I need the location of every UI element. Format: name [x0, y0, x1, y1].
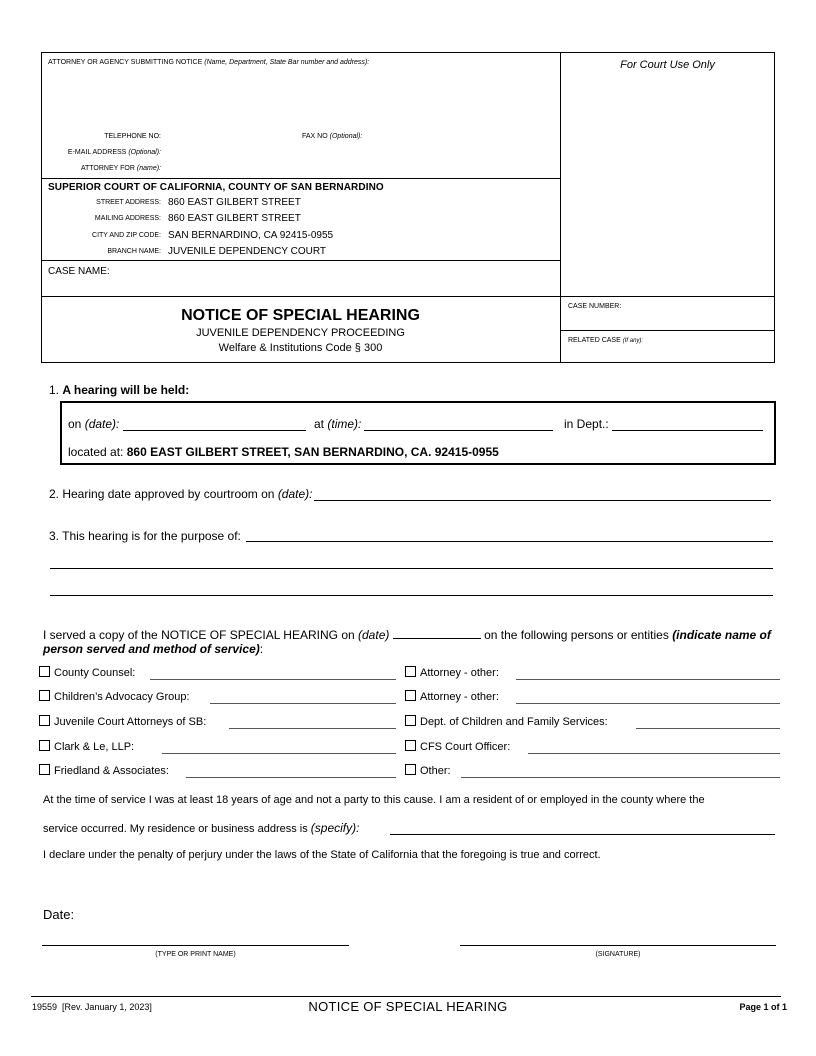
caption-divider — [560, 52, 561, 363]
checkbox[interactable] — [405, 690, 416, 701]
attorney-other-1-field[interactable] — [516, 679, 780, 680]
related-case-label: RELATED CASE (If any): — [568, 337, 644, 344]
address-field[interactable] — [390, 834, 775, 835]
attorney-label: ATTORNEY OR AGENCY SUBMITTING NOTICE (Name, Department, State Bar number and address): — [48, 59, 370, 66]
checkbox[interactable] — [39, 764, 50, 775]
form-subtitle: JUVENILE DEPENDENCY PROCEEDING — [196, 327, 405, 339]
served-county-counsel[interactable]: County Counsel: — [39, 666, 135, 679]
item1-heading: 1. A hearing will be held: — [49, 383, 190, 397]
purpose-field-3[interactable] — [50, 595, 773, 596]
childrens-advocacy-field[interactable] — [210, 703, 396, 704]
checkbox[interactable] — [39, 666, 50, 677]
street-value: 860 EAST GILBERT STREET — [168, 197, 301, 208]
served-other[interactable]: Other: — [405, 764, 451, 777]
hearing-dept-field[interactable] — [612, 430, 763, 431]
friedland-field[interactable] — [186, 777, 396, 778]
service-statement-1: I served a copy of the NOTICE OF SPECIAL HEARING on (date) on the following persons or entities (indicate name of — [43, 628, 771, 642]
fax-label: FAX NO (Optional): — [302, 133, 363, 140]
perjury-statement: I declare under the penalty of perjury under the laws of the State of California that the foregoing is true and correct. — [43, 849, 601, 861]
branch-value: JUVENILE DEPENDENCY COURT — [168, 246, 326, 257]
juvenile-attorneys-field[interactable] — [229, 728, 396, 729]
served-childrens-advocacy[interactable]: Children’s Advocacy Group: — [39, 690, 190, 703]
case-number-label: CASE NUMBER: — [568, 303, 622, 310]
case-name-label: CASE NAME: — [48, 266, 110, 277]
signature-field[interactable] — [460, 945, 776, 946]
other-field[interactable] — [461, 777, 780, 778]
served-cfs-court-officer[interactable]: CFS Court Officer: — [405, 740, 510, 753]
purpose-field-2[interactable] — [50, 568, 773, 569]
print-name-caption: (TYPE OR PRINT NAME) — [155, 951, 236, 958]
attorney-other-2-field[interactable] — [516, 703, 780, 704]
rule-casename — [41, 260, 560, 261]
date-label: on (date): — [68, 417, 120, 431]
rule-court — [41, 178, 560, 179]
city-label: CITY AND ZIP CODE: — [92, 232, 161, 239]
mailing-value: 860 EAST GILBERT STREET — [168, 213, 301, 224]
email-label: E-MAIL ADDRESS (Optional): — [67, 149, 161, 156]
time-label: at (time): — [314, 417, 362, 431]
court-use-label: For Court Use Only — [620, 59, 715, 71]
telephone-label: TELEPHONE NO: — [104, 133, 161, 140]
item3-label: 3. This hearing is for the purpose of: — [49, 529, 241, 543]
item2-label: 2. Hearing date approved by courtroom on (date): — [49, 487, 313, 501]
checkbox[interactable] — [405, 715, 416, 726]
court-name: SUPERIOR COURT OF CALIFORNIA, COUNTY OF SAN BERNARDINO — [48, 182, 384, 193]
county-counsel-field[interactable] — [150, 679, 396, 680]
city-value: SAN BERNARDINO, CA 92415-0955 — [168, 230, 334, 241]
dept-label: in Dept.: — [564, 417, 609, 431]
checkbox[interactable] — [405, 764, 416, 775]
served-dcfs[interactable]: Dept. of Children and Family Services: — [405, 715, 608, 728]
footer-rule — [31, 996, 781, 997]
checkbox[interactable] — [39, 690, 50, 701]
served-attorney-other-1[interactable]: Attorney - other: — [405, 666, 499, 679]
checkbox[interactable] — [405, 740, 416, 751]
served-clark-le[interactable]: Clark & Le, LLP: — [39, 740, 134, 753]
service-statement-2: person served and method of service): — [43, 642, 264, 656]
footer-page: Page 1 of 1 — [739, 1002, 787, 1012]
address-label: service occurred. My residence or business address is (specify): — [43, 821, 360, 835]
mailing-label: MAILING ADDRESS: — [94, 215, 161, 222]
rule-casenumber — [560, 330, 775, 331]
clark-le-field[interactable] — [162, 753, 396, 754]
print-name-field[interactable] — [42, 945, 349, 946]
checkbox[interactable] — [39, 740, 50, 751]
form-title: NOTICE OF SPECIAL HEARING — [181, 307, 420, 324]
attorney-for-label: ATTORNEY FOR (name): — [80, 165, 161, 172]
location-line: located at: 860 EAST GILBERT STREET, SAN BERNARDINO, CA. 92415-0955 — [68, 445, 499, 459]
dcfs-field[interactable] — [636, 728, 780, 729]
branch-label: BRANCH NAME: — [107, 248, 161, 255]
footer-title: NOTICE OF SPECIAL HEARING — [308, 999, 508, 1014]
age-statement: At the time of service I was at least 18 years of age and not a party to this cause. I am a resident of or employed in the county where the — [43, 794, 705, 806]
cfs-court-officer-field[interactable] — [528, 753, 780, 754]
hearing-time-field[interactable] — [364, 430, 553, 431]
service-date-field[interactable] — [393, 628, 481, 639]
checkbox[interactable] — [405, 666, 416, 677]
checkbox[interactable] — [39, 715, 50, 726]
street-label: STREET ADDRESS: — [96, 199, 161, 206]
rule-title — [41, 296, 775, 297]
purpose-field-1[interactable] — [246, 541, 773, 542]
served-attorney-other-2[interactable]: Attorney - other: — [405, 690, 499, 703]
hearing-date-field[interactable] — [123, 430, 306, 431]
form-code: Welfare & Institutions Code § 300 — [218, 342, 383, 354]
date-label-sign: Date: — [43, 907, 75, 922]
signature-caption: (SIGNATURE) — [595, 951, 641, 958]
approved-date-field[interactable] — [314, 500, 771, 501]
served-juvenile-court-attorneys[interactable]: Juvenile Court Attorneys of SB: — [39, 715, 206, 728]
footer-form-id: 19559 [Rev. January 1, 2023] — [32, 1002, 152, 1012]
served-friedland[interactable]: Friedland & Associates: — [39, 764, 169, 777]
